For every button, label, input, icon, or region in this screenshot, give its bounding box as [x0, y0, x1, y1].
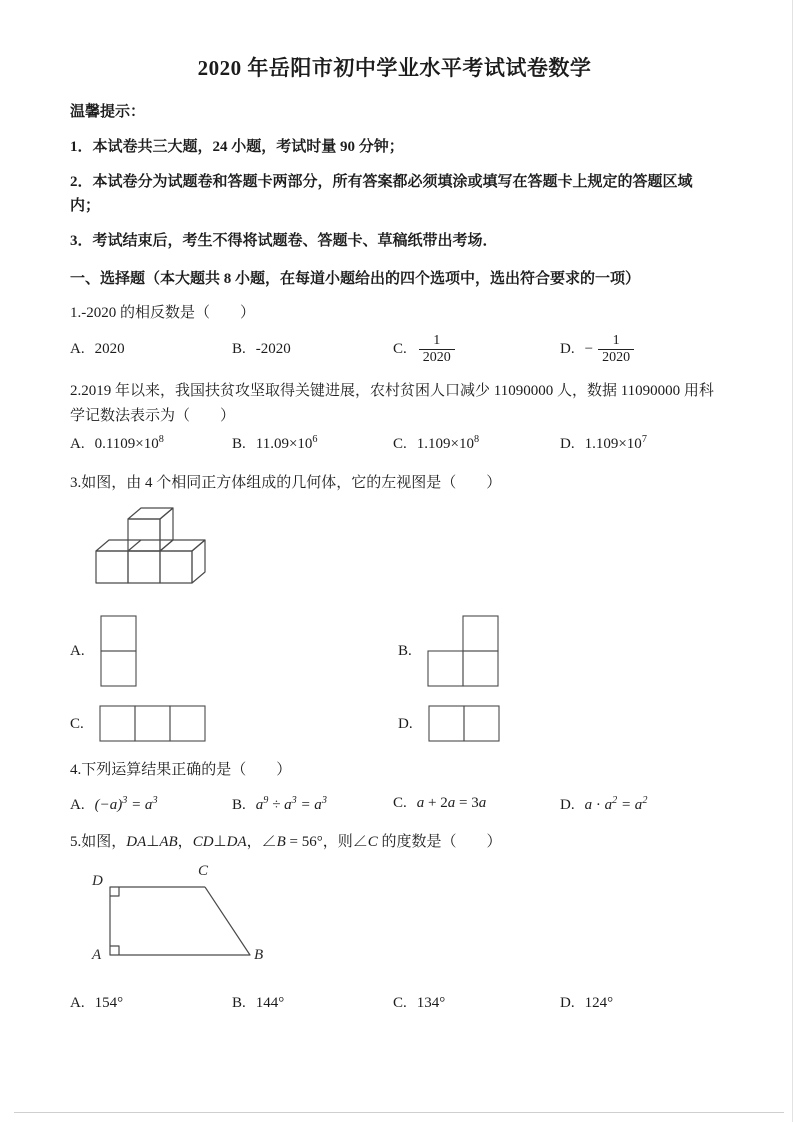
- q1-option-c: [393, 332, 560, 367]
- option-label: A.: [70, 994, 85, 1011]
- option-label: B.: [232, 436, 246, 453]
- option-label: D.: [560, 436, 575, 453]
- q2-option-b: [232, 434, 393, 453]
- option-label: A.: [70, 340, 85, 357]
- option-expression: $a \cdot a^2 = a^2$: [584, 794, 648, 813]
- option-expression: $a^9 \div a^3 = a^3$: [255, 794, 327, 813]
- q2-options: [70, 434, 719, 453]
- q5-stem: 5.如图，DA⊥AB，CD⊥DA，∠B = 56°，则∠C 的度数是（ ）: [70, 833, 502, 850]
- q5-option-b: [232, 995, 393, 1012]
- q4-option-a: [70, 795, 232, 814]
- fraction-numerator: 1: [612, 332, 620, 348]
- vertex-label-b: B: [254, 946, 264, 963]
- option-label: B.: [232, 994, 246, 1011]
- view-three-squares-row: [98, 704, 208, 744]
- option-text: 144°: [255, 994, 285, 1011]
- tip-line-1: 1．本试卷共三大题，24 小题，考试时量 90 分钟；: [70, 139, 404, 155]
- option-label: A.: [70, 436, 85, 453]
- option-label: D.: [560, 340, 575, 357]
- vertex-label-a: A: [92, 946, 102, 963]
- option-label: C.: [70, 715, 84, 732]
- option-label: B.: [232, 340, 246, 357]
- q4-options: [70, 795, 719, 814]
- q3-option-a: [70, 614, 398, 688]
- q3-solid-figure: [92, 502, 719, 594]
- option-expression: $1.109\times 10^8$: [416, 434, 480, 453]
- q3-option-b: [398, 614, 719, 688]
- view-two-squares-vertical: [99, 614, 139, 688]
- fraction-denominator: 2020: [419, 349, 455, 366]
- q2-option-c: [393, 434, 560, 453]
- q2-option-d: [560, 434, 719, 453]
- q2-stem: 2.2019 年以来，我国扶贫攻坚取得关键进展，农村贫困人口减少 11090000 人，数据 11090000 用科学记数法表示为（ ）: [70, 382, 714, 424]
- question-5: [70, 830, 719, 1012]
- q2-option-a: [70, 434, 232, 453]
- q5-option-d: [560, 995, 719, 1012]
- option-label: C.: [393, 340, 407, 357]
- q3-stem: 3.如图，由 4 个相同正方体组成的几何体，它的左视图是（ ）: [70, 475, 502, 492]
- q4-option-b: [232, 795, 393, 814]
- view-two-squares-row: [427, 704, 502, 744]
- q5-option-a: [70, 995, 232, 1012]
- option-label: C.: [393, 994, 407, 1011]
- q5-option-c: [393, 995, 560, 1012]
- option-text: 124°: [584, 994, 614, 1011]
- q5-quadrilateral-figure: [80, 861, 300, 977]
- option-label: A.: [70, 796, 85, 813]
- option-label: D.: [560, 994, 575, 1011]
- option-text: 2020: [94, 340, 125, 357]
- tip-line-3: 3．考试结束后，考生不得将试题卷、答题卡、草稿纸带出考场．: [70, 233, 498, 249]
- question-4: [70, 758, 719, 814]
- q3-option-c: [70, 704, 398, 744]
- q4-stem: 4.下列运算结果正确的是（ ）: [70, 762, 292, 779]
- option-label: C.: [393, 436, 407, 453]
- exam-instructions: [70, 100, 719, 253]
- fraction-denominator: 2020: [598, 349, 634, 366]
- question-2: [70, 379, 719, 454]
- fraction-numerator: 1: [433, 332, 441, 348]
- option-label: C.: [393, 794, 407, 811]
- q1-options: [70, 332, 719, 367]
- minus-sign: −: [584, 340, 594, 357]
- option-text: -2020: [255, 340, 291, 357]
- page-title: 2020 年岳阳市初中学业水平考试试卷数学: [197, 56, 592, 80]
- q3-option-d: [398, 704, 719, 744]
- option-label: A.: [70, 642, 85, 659]
- q3-options-row-2: [70, 704, 719, 744]
- option-label: D.: [398, 715, 413, 732]
- tips-header: 温馨提示：: [70, 104, 146, 120]
- question-3: [70, 471, 719, 744]
- option-expression: $1.109\times 10^7$: [584, 434, 647, 453]
- tip-line-2: 2．本试卷分为试题卷和答题卡两部分，所有答案都必须填涂或填写在答题卡上规定的答题区域内；: [70, 174, 693, 214]
- view-step-three-squares: [426, 614, 501, 688]
- option-label: B.: [398, 642, 412, 659]
- question-1: [70, 301, 719, 367]
- q1-option-d: [560, 332, 719, 367]
- option-text: 154°: [94, 994, 124, 1011]
- fraction: [598, 333, 634, 366]
- q4-option-c: [393, 795, 560, 812]
- q5-options: [70, 995, 719, 1012]
- q1-option-a: [70, 341, 232, 358]
- q4-option-d: [560, 795, 719, 814]
- section-1-header: 一、选择题（本大题共 8 小题，在每道小题给出的四个选项中，选出符合要求的一项）: [70, 271, 641, 287]
- option-expression: a + 2a = 3a: [416, 794, 487, 811]
- option-expression: $0.1109\times 10^8$: [94, 434, 164, 453]
- fraction: [419, 333, 455, 366]
- vertex-label-d: D: [92, 872, 103, 889]
- q1-stem: 1.-2020 的相反数是（ ）: [70, 305, 255, 321]
- option-label: D.: [560, 796, 575, 813]
- option-expression: $11.09\times 10^6$: [255, 434, 318, 453]
- q1-option-b: [232, 341, 393, 358]
- q3-options-row-1: [70, 614, 719, 688]
- option-expression: $(-a)^3 = a^3$: [94, 794, 158, 813]
- vertex-label-c: C: [198, 862, 209, 879]
- option-text: 134°: [416, 994, 446, 1011]
- four-cubes-isometric-drawing: [92, 502, 212, 594]
- option-label: B.: [232, 796, 246, 813]
